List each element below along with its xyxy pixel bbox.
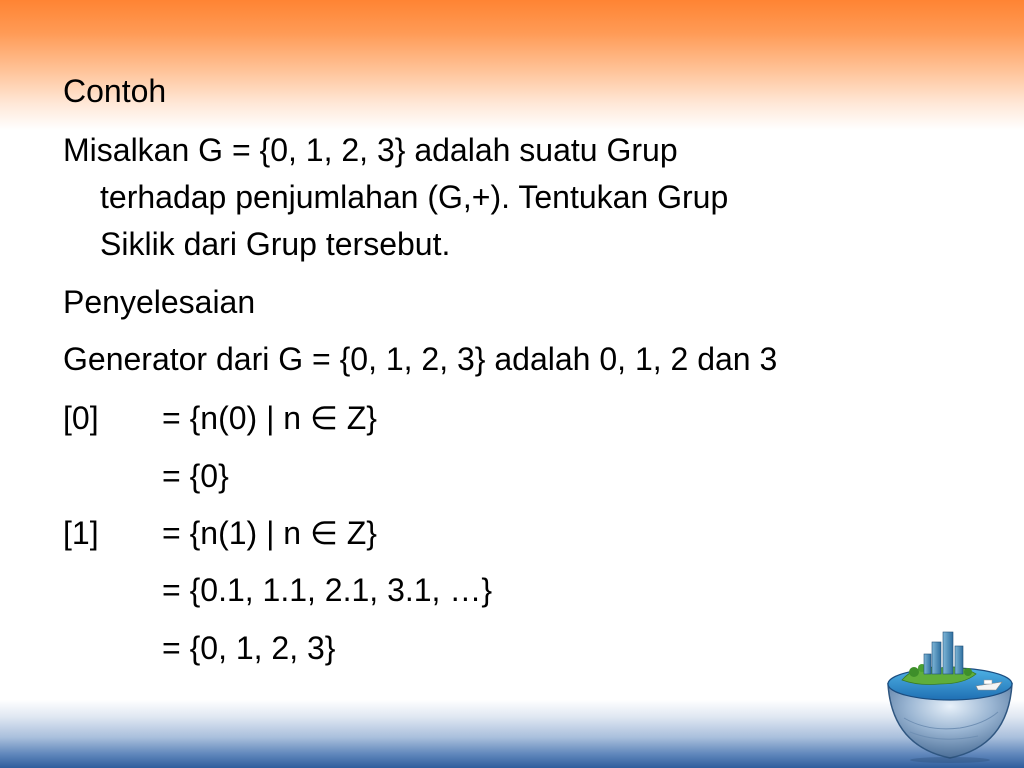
globe-city-icon — [880, 628, 1020, 764]
bottom-gradient-band — [0, 700, 1024, 768]
slide-heading: Contoh — [63, 73, 167, 109]
problem-line-2: terhadap penjumlahan (G,+). Tentukan Grup — [100, 179, 729, 215]
step-expr-3: = {0.1, 1.1, 2.1, 3.1, …} — [162, 572, 493, 608]
step-expr-1: = {0} — [162, 458, 229, 494]
problem-line-1: Misalkan G = {0, 1, 2, 3} adalah suatu Grup — [63, 132, 678, 168]
step-expr-0: = {n(0) | n ∈ Z} — [162, 400, 377, 436]
problem-line-3: Siklik dari Grup tersebut. — [100, 226, 451, 262]
step-label-2: [1] — [63, 515, 99, 551]
step-expr-4: = {0, 1, 2, 3} — [162, 630, 336, 666]
step-label-0: [0] — [63, 400, 99, 436]
top-gradient-band — [0, 0, 1024, 130]
solution-heading: Penyelesaian — [63, 284, 256, 320]
step-expr-2: = {n(1) | n ∈ Z} — [162, 515, 377, 551]
generator-line: Generator dari G = {0, 1, 2, 3} adalah 0, 1, 2 dan 3 — [63, 341, 778, 377]
